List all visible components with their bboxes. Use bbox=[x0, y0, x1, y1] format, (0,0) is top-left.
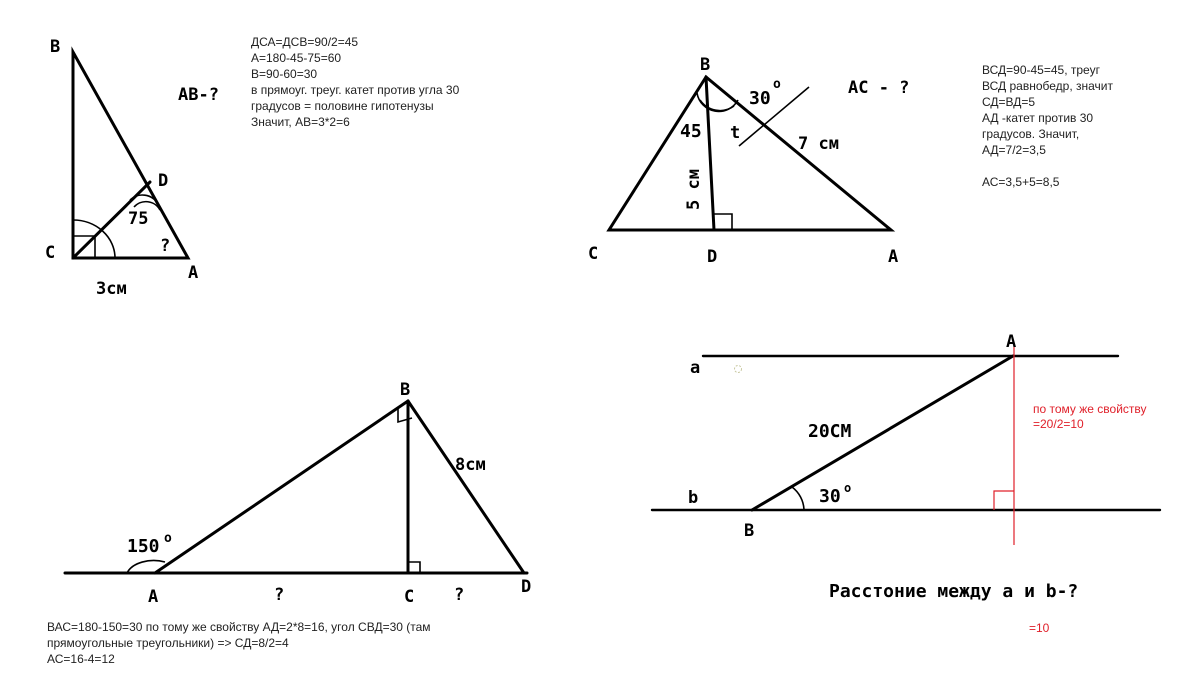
figure-4 bbox=[652, 332, 1160, 635]
fig4-red-right-angle bbox=[994, 491, 1014, 510]
fig4-line-a-label: a bbox=[690, 358, 701, 378]
fig3-right-angle-b bbox=[398, 408, 412, 422]
fig2-notes: ВСД=90-45=45, треуг ВСД равнобедр, значит СД=ВД=5 АД -катет против 30 градусов. Значит, АД=7/2=3,5 АС=3,5+5=8,5 bbox=[982, 63, 1113, 189]
fig4-answer: =10 bbox=[1029, 621, 1050, 635]
fig1-vertex-c: C bbox=[45, 243, 56, 263]
fig3-vertex-a: A bbox=[148, 587, 159, 607]
fig3-deg-150: o bbox=[164, 531, 172, 546]
fig3-vertex-c: C bbox=[404, 587, 415, 607]
fig3-vertex-d: D bbox=[521, 577, 532, 597]
fig2-side-7: 7 см bbox=[798, 134, 839, 154]
fig2-vertex-b: B bbox=[700, 55, 711, 75]
fig2-height-bd bbox=[706, 77, 714, 230]
fig3-right-angle-c bbox=[408, 562, 420, 573]
fig4-red-note: по тому же свойству =20/2=10 bbox=[1033, 402, 1147, 431]
fig2-side-5: 5 см bbox=[684, 169, 704, 210]
fig4-line-b-label: b bbox=[688, 488, 699, 508]
fig2-angle-45: 45 bbox=[680, 121, 702, 142]
fig2-deg-30: o bbox=[773, 77, 781, 92]
fig1-angle-q: ? bbox=[160, 236, 171, 256]
fig1-vertex-a: A bbox=[188, 263, 199, 283]
fig1-vertex-b: B bbox=[50, 37, 61, 57]
fig4-angle-30: 30 bbox=[819, 486, 841, 507]
fig3-notes: ВАС=180-150=30 по тому же свойству АД=2*8=16, угол СВД=30 (там прямоугольные треугольники) => СД=8/2=4 АС=16-4=12 bbox=[47, 620, 431, 666]
fig2-angle-30: 30 bbox=[749, 88, 771, 109]
fig3-q-ac: ? bbox=[274, 585, 285, 605]
fig1-question: AB-? bbox=[178, 85, 219, 105]
fig1-vertex-d: D bbox=[158, 171, 169, 191]
fig4-vertex-a: A bbox=[1006, 332, 1017, 352]
fig2-question: AC - ? bbox=[848, 78, 910, 98]
fig2-angle-b-arc-2 bbox=[700, 100, 734, 111]
fig1-angle-75: 75 bbox=[128, 209, 149, 229]
fig2-vertex-a: A bbox=[888, 247, 899, 267]
figure-3 bbox=[47, 380, 531, 666]
fig4-side-20: 20СМ bbox=[808, 421, 852, 442]
fig4-segment-ab bbox=[752, 356, 1013, 510]
fig2-right-angle bbox=[714, 214, 732, 230]
fig2-angle-b-arc-1 bbox=[697, 93, 738, 111]
fig2-vertex-c: C bbox=[588, 244, 599, 264]
fig2-mark-t: t bbox=[730, 123, 741, 143]
fig3-side-bd bbox=[408, 401, 524, 573]
fig4-angle-b-arc bbox=[792, 487, 804, 510]
fig3-side-8: 8см bbox=[455, 455, 486, 475]
fig3-angle-150: 150 bbox=[127, 536, 160, 557]
fig1-side-cm: 3см bbox=[96, 279, 127, 299]
figure-2 bbox=[588, 55, 1116, 267]
fig3-vertex-b: B bbox=[400, 380, 411, 400]
fig4-vertex-b: B bbox=[744, 521, 755, 541]
fig4-question: Расстоние между а и b-? bbox=[829, 581, 1079, 602]
figure-1 bbox=[45, 35, 463, 299]
fig2-vertex-d: D bbox=[707, 247, 718, 267]
fig3-q-cd: ? bbox=[454, 585, 465, 605]
fig4-deg-30: o bbox=[844, 481, 852, 495]
fig3-side-ab bbox=[155, 401, 408, 573]
fig1-notes: ДСА=ДСВ=90/2=45 А=180-45-75=60 В=90-60=30 в прямоуг. треуг. катет против угла 30 градусов = половине гипотенузы Значит, АВ=3*2=6 bbox=[251, 35, 460, 129]
fig4-small-dot bbox=[735, 366, 742, 373]
